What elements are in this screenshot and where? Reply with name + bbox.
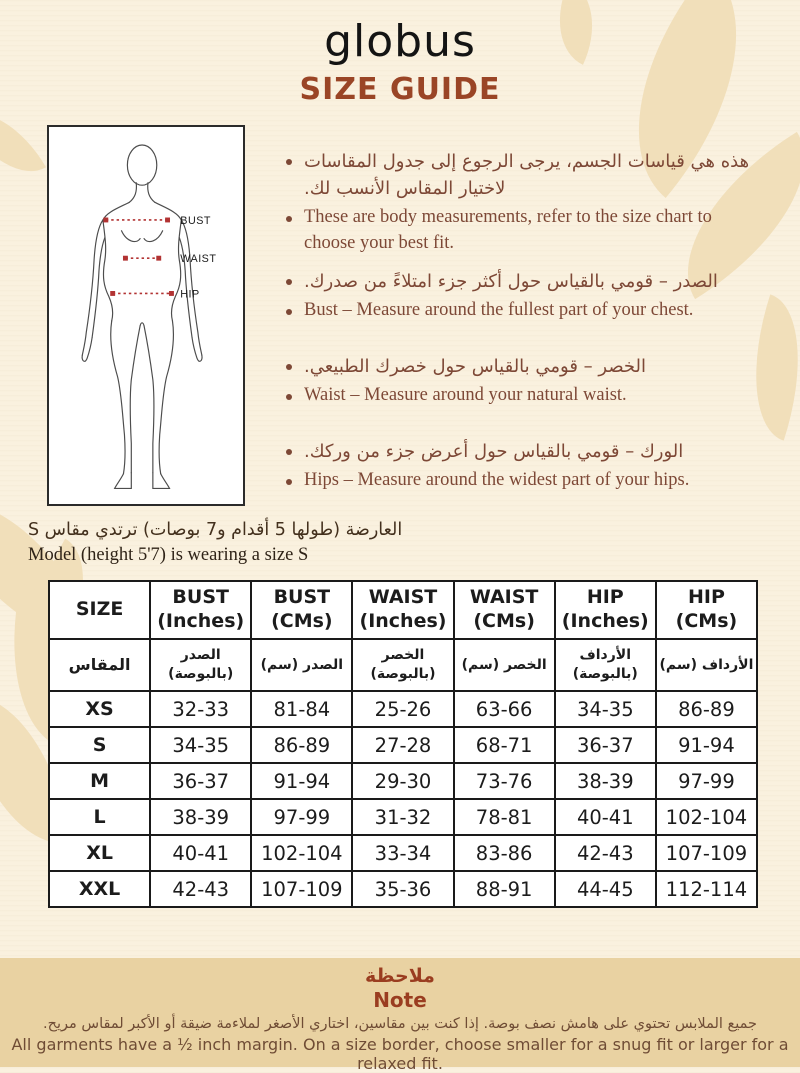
measurement-cell: 107-109 [656,835,757,871]
table-row [49,799,757,835]
measurement-cell: 31-32 [352,799,453,835]
measurement-cell: 102-104 [656,799,757,835]
page-title: SIZE GUIDE [299,72,501,107]
instruction-group-bust [286,268,762,327]
list-item [286,298,762,324]
measurement-cell: 38-39 [150,799,251,835]
note-text-arabic: جميع الملابس تحتوي على هامش نصف بوصة. إذا كنت بين مقاسين، اختاري الأصغر لملاءمة ضيقة أو الأكبر لمقاس مريح. [43,1016,757,1032]
measurement-cell: 34-35 [150,727,251,763]
measurement-cell: 112-114 [656,871,757,907]
measurement-cell: 63-66 [454,691,555,727]
size-table-body [49,691,757,907]
column-header: BUST (CMs) [251,581,352,639]
measurement-cell: 102-104 [251,835,352,871]
bullet-icon [286,449,292,455]
size-label: S [49,727,150,763]
brand-logo: globus [324,16,476,67]
bullet-icon [286,394,292,400]
instruction-english: These are body measurements, refer to the size chart to choose your best fit. [304,207,712,253]
column-header: HIP (Inches) [555,581,656,639]
measurement-cell: 78-81 [454,799,555,835]
measurement-cell: 83-86 [454,835,555,871]
column-header: HIP (CMs) [656,581,757,639]
instruction-arabic: الورك – قومي بالقياس حول أعرض جزء من وركك. [304,441,684,462]
hip-label: HIP [180,288,200,301]
size-label: L [49,799,150,835]
body-measurement-diagram [47,125,245,506]
size-table [48,580,758,908]
measurement-cell: 40-41 [150,835,251,871]
measurement-cell: 35-36 [352,871,453,907]
column-header: SIZE [49,581,150,639]
instruction-group-waist [286,353,762,412]
measurement-cell: 34-35 [555,691,656,727]
measurement-cell: 38-39 [555,763,656,799]
measurement-cell: 27-28 [352,727,453,763]
measurement-cell: 86-89 [251,727,352,763]
croquis-figure-illustration [49,127,243,504]
table-row [49,871,757,907]
bust-label: BUST [180,214,211,227]
measurement-cell: 86-89 [656,691,757,727]
column-header-arabic: الأرداف (سم) [656,639,757,691]
measurement-cell: 91-94 [251,763,352,799]
measurement-cell: 68-71 [454,727,555,763]
measurement-cell: 88-91 [454,871,555,907]
model-info-arabic: العارضة (طولها 5 أقدام و7 بوصات) ترتدي مقاس S [28,520,403,540]
column-header-arabic: الأرداف (بالبوصة) [555,639,656,691]
list-item [286,353,762,380]
measurement-cell: 44-45 [555,871,656,907]
column-header-arabic: الخصر (سم) [454,639,555,691]
instruction-arabic: هذه هي قياسات الجسم، يرجى الرجوع إلى جدول المقاسات لاختيار المقاس الأنسب لك. [304,151,750,199]
column-header: WAIST (Inches) [352,581,453,639]
instruction-arabic: الخصر – قومي بالقياس حول خصرك الطبيعي. [304,356,647,377]
measurement-cell: 97-99 [656,763,757,799]
column-header: WAIST (CMs) [454,581,555,639]
measurement-cell: 107-109 [251,871,352,907]
table-header-row-english [49,581,757,639]
instruction-group-hip [286,438,762,497]
table-row [49,727,757,763]
measurement-cell: 40-41 [555,799,656,835]
column-header: BUST (Inches) [150,581,251,639]
measurement-cell: 42-43 [150,871,251,907]
measurement-cell: 97-99 [251,799,352,835]
bullet-icon [286,309,292,315]
size-label: XL [49,835,150,871]
bullet-icon [286,279,292,285]
note-title-arabic: ملاحظة [365,965,435,987]
measurement-cell: 32-33 [150,691,251,727]
measurement-cell: 91-94 [656,727,757,763]
list-item [286,468,762,494]
instruction-english: Hips – Measure around the widest part of your hips. [304,470,690,490]
measurement-cell: 29-30 [352,763,453,799]
bullet-icon [286,364,292,370]
instruction-english: Bust – Measure around the fullest part of your chest. [304,300,694,320]
column-header-arabic: المقاس [49,639,150,691]
bullet-icon [286,159,292,165]
measurement-cell: 33-34 [352,835,453,871]
note-section [0,958,800,1073]
table-row [49,763,757,799]
measurement-cell: 25-26 [352,691,453,727]
table-row [49,691,757,727]
size-label: XS [49,691,150,727]
size-label: M [49,763,150,799]
table-header-row-arabic [49,639,757,691]
instruction-english: Waist – Measure around your natural waist. [304,385,627,405]
measurement-cell: 42-43 [555,835,656,871]
measurement-cell: 81-84 [251,691,352,727]
column-header-arabic: الصدر (سم) [251,639,352,691]
list-item [286,205,762,256]
model-info-english: Model (height 5'7) is wearing a size S [28,545,309,566]
measurement-cell: 36-37 [555,727,656,763]
model-info [28,518,498,567]
note-text-english: All garments have a ½ inch margin. On a size border, choose smaller for a snug fit or larger for a relaxed fit. [11,1035,789,1073]
waist-label: WAIST [180,253,217,266]
size-label: XXL [49,871,150,907]
table-row [49,835,757,871]
list-item [286,268,762,295]
column-header-arabic: الصدر (بالبوصة) [150,639,251,691]
list-item [286,148,762,202]
bullet-icon [286,216,292,222]
measurement-cell: 73-76 [454,763,555,799]
column-header-arabic: الخصر (بالبوصة) [352,639,453,691]
instruction-arabic: الصدر – قومي بالقياس حول أكثر جزء امتلاءً من صدرك. [304,271,718,292]
note-title-english: Note [373,988,427,1012]
list-item [286,438,762,465]
measurement-cell: 36-37 [150,763,251,799]
bullet-icon [286,479,292,485]
list-item [286,383,762,409]
size-chart [48,580,758,908]
instruction-group-overview [286,148,762,259]
